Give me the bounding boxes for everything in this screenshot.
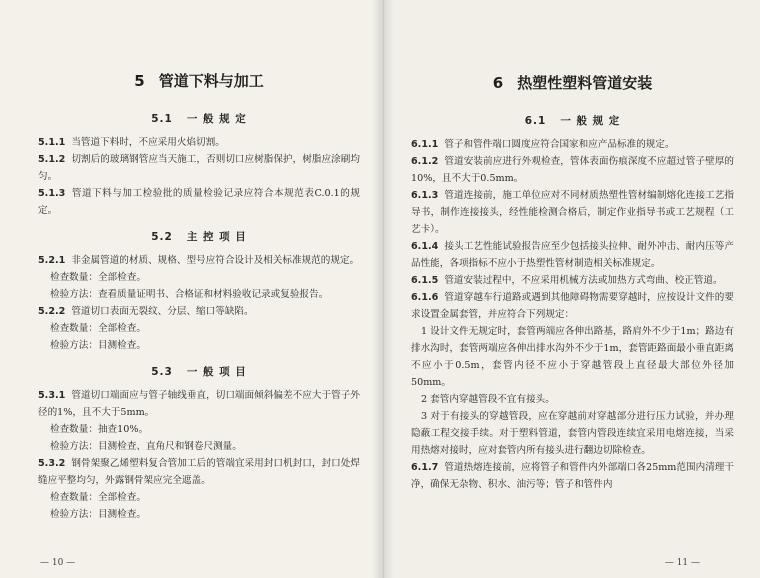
clause-item (411, 391, 734, 408)
page-number: — 10 — (40, 558, 76, 568)
clause-text: 接头工艺性能试验报告应至少包括接头拉伸、耐外冲击、耐内压等产品性能，各项指标不应小于热塑性管材制造相关标准规定。 (411, 241, 734, 269)
page-number: — 11 — (664, 558, 700, 568)
clause-number: 5.1.1 (38, 137, 66, 148)
clause-number: 5.1.3 (38, 188, 66, 199)
clause-note (38, 506, 360, 523)
chapter-title: 管道下料与加工 (158, 72, 264, 90)
clause-text: 当管道下料时，不应采用火焰切割。 (71, 137, 225, 148)
clause-number: 6.1.3 (411, 190, 439, 201)
section-heading (38, 229, 360, 244)
clause-text: 检验方法：目测检查。 (50, 509, 146, 520)
clause-item (411, 323, 734, 391)
clause-text: 管道安装前应进行外观检查，管体表面伤痕深度不应超过管子壁厚的10%，且不大于0.5mm。 (411, 156, 734, 184)
chapter-heading (411, 72, 734, 93)
clause-text: 管道热熔连接前，应将管子和管件内外部端口各25mm范围内清理干净，确保无杂物、积水、油污等；管子和管件内 (411, 462, 734, 490)
chapter-title: 热塑性塑料管道安装 (517, 74, 653, 92)
clause-text: 钢骨架聚乙烯塑料复合管加工后的管端宜采用封口机封口，封口处焊缝应平整均匀，外露钢骨架应完全遮盖。 (38, 458, 360, 486)
clause-number: 5.2.1 (38, 255, 66, 266)
clause-text: 检验方法：目测检查。 (50, 340, 146, 351)
clause-text: 3 对于有接头的穿越管段，应在穿越前对穿越部分进行压力试验，并办理隐蔽工程交接手续。对于塑料管道，套管内管段连续宜采用电熔连接，当采用热熔对接时，应对套管内所有接头进行翻边切除检查。 (411, 411, 734, 456)
clause-number: 6.1.5 (411, 275, 439, 286)
clause (411, 272, 734, 289)
clause (38, 455, 360, 489)
clause-text: 管道切口端面应与管子轴线垂直，切口端面倾斜偏差不应大于管子外径的1%，且不大于5mm。 (38, 390, 360, 418)
clause-number: 6.1.2 (411, 156, 439, 167)
clause (411, 289, 734, 323)
clause-text: 检查数量：全部检查。 (50, 492, 146, 503)
section-title: 主 控 项 目 (186, 231, 247, 243)
clause-number: 5.2.2 (38, 306, 66, 317)
clause-text: 检查数量：全部检查。 (50, 272, 146, 283)
left-page-body (38, 111, 360, 523)
clause (38, 252, 360, 269)
clause (38, 303, 360, 320)
section-number: 5.3 (151, 366, 173, 378)
clause-number: 6.1.1 (411, 139, 439, 150)
clause (411, 136, 734, 153)
clause-text: 非金属管道的材质、规格、型号应符合设计及相关标准规范的规定。 (71, 255, 360, 266)
right-page (383, 0, 760, 578)
section-title: 一 般 规 定 (186, 113, 247, 125)
clause-note (38, 421, 360, 438)
clause-number: 5.3.2 (38, 458, 66, 469)
section-number: 5.1 (151, 113, 173, 125)
clause-text: 2 套管内穿越管段不宜有接头。 (421, 394, 555, 405)
clause-text: 切割后的玻璃钢管应当天施工，否则切口应树脂保护，树脂应涂刷均匀。 (38, 154, 360, 182)
section-heading (411, 113, 734, 128)
clause (411, 187, 734, 238)
clause-number: 5.3.1 (38, 390, 66, 401)
clause-text: 管道切口表面无裂纹、分层、缩口等缺陷。 (71, 306, 254, 317)
chapter-heading (38, 70, 360, 91)
section-number: 5.2 (151, 231, 173, 243)
clause-text: 检查数量：全部检查。 (50, 323, 146, 334)
clause-note (38, 438, 360, 455)
section-heading (38, 364, 360, 379)
section-number: 6.1 (524, 115, 547, 127)
clause-note (38, 269, 360, 286)
clause (38, 387, 360, 421)
clause-number: 6.1.6 (411, 292, 439, 303)
clause-text: 管道安装过程中，不应采用机械方法或加热方式弯曲、校正管道。 (444, 275, 723, 286)
section-heading (38, 111, 360, 126)
clause-note (38, 337, 360, 354)
clause (38, 134, 360, 151)
clause-text: 1 设计文件无规定时，套管两端应各伸出路基，路肩外不少于1m；路边有排水沟时，套管两端应各伸出排水沟外不少于1m，套管距路面最小垂直距离不应小于0.5m，套管内径不应小于穿越管段上直径最大部位外径加50mm。 (411, 326, 734, 388)
right-page-body (411, 113, 734, 493)
clause-note (38, 286, 360, 303)
clause-text: 管道连接前，施工单位应对不同材质热塑性管材编制熔化连接工艺指导书，制作连接接头，经性能检测合格后，制定作业指导书或工艺规程（工艺卡）。 (411, 190, 734, 235)
clause (38, 151, 360, 185)
clause (38, 185, 360, 219)
clause-text: 管道下料与加工检验批的质量检验记录应符合本规范表C.0.1的规定。 (38, 188, 360, 216)
clause-item (411, 408, 734, 459)
chapter-number: 6 (492, 74, 504, 92)
clause-number: 6.1.4 (411, 241, 439, 252)
clause-text: 管子和管件端口圆度应符合国家和应产品标准的规定。 (444, 139, 675, 150)
clause-number: 5.1.2 (38, 154, 66, 165)
section-title: 一 般 项 目 (186, 366, 247, 378)
clause (411, 459, 734, 493)
clause (411, 153, 734, 187)
clause-text: 管道穿越车行道路或遇到其他障碍物需要穿越时，应按设计文件的要求设置金属套管，并应符合下列规定： (411, 292, 734, 320)
clause-note (38, 489, 360, 506)
section-title: 一 般 规 定 (560, 115, 621, 127)
clause-note (38, 320, 360, 337)
clause-text: 检验方法：目测检查、直角尺和钢卷尺测量。 (50, 441, 242, 452)
clause-text: 检验方法：查看质量证明书、合格证和材料验收记录或复验报告。 (50, 289, 329, 300)
clause (411, 238, 734, 272)
clause-number: 6.1.7 (411, 462, 439, 473)
clause-text: 检查数量：抽查10%。 (50, 424, 149, 435)
chapter-number: 5 (134, 72, 145, 90)
